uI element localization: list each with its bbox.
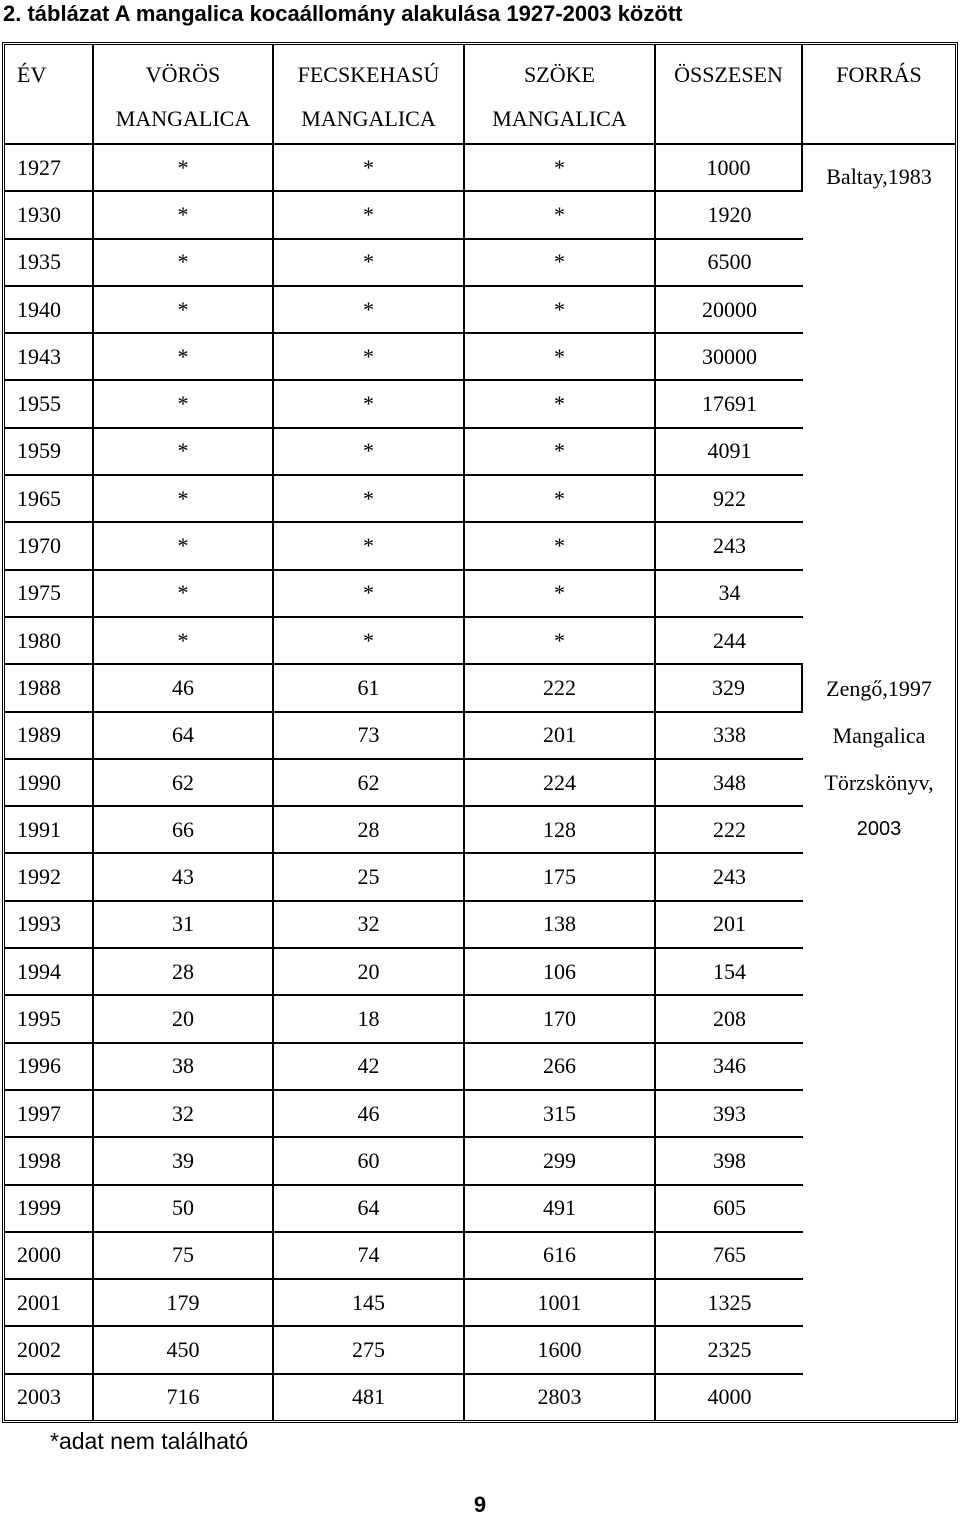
cell-fecskehasu: 64: [274, 1186, 465, 1233]
cell-year: 1927: [5, 145, 94, 192]
cell-szoke: *: [465, 145, 656, 192]
cell-osszesen: 4091: [656, 429, 803, 476]
cell-fecskehasu: 73: [274, 713, 465, 760]
cell-voros: *: [94, 429, 274, 476]
cell-voros: *: [94, 287, 274, 334]
cell-voros: 716: [94, 1375, 274, 1420]
cell-fecskehasu: 145: [274, 1280, 465, 1327]
source-line: Mangalica: [832, 723, 926, 749]
cell-osszesen: 6500: [656, 240, 803, 287]
cell-year: 1988: [5, 665, 94, 712]
cell-osszesen: 154: [656, 949, 803, 996]
cell-fecskehasu: 481: [274, 1375, 465, 1420]
cell-szoke: 106: [465, 949, 656, 996]
cell-szoke: *: [465, 287, 656, 334]
cell-voros: 32: [94, 1091, 274, 1138]
cell-fecskehasu: *: [274, 192, 465, 239]
cell-osszesen: 329: [656, 665, 803, 712]
cell-voros: 38: [94, 1044, 274, 1091]
cell-year: 1970: [5, 523, 94, 570]
cell-year: 1995: [5, 996, 94, 1043]
cell-szoke: 2803: [465, 1375, 656, 1420]
cell-osszesen: 346: [656, 1044, 803, 1091]
cell-voros: 66: [94, 807, 274, 854]
cell-voros: 64: [94, 713, 274, 760]
cell-osszesen: 605: [656, 1186, 803, 1233]
cell-szoke: 299: [465, 1138, 656, 1185]
cell-year: 1997: [5, 1091, 94, 1138]
cell-szoke: 491: [465, 1186, 656, 1233]
cell-voros: 75: [94, 1233, 274, 1280]
page-number: 9: [473, 1492, 487, 1517]
source-cell-zengo: [803, 665, 955, 1420]
cell-voros: 62: [94, 760, 274, 807]
cell-voros: *: [94, 145, 274, 192]
cell-year: 1980: [5, 618, 94, 665]
cell-osszesen: 17691: [656, 381, 803, 428]
cell-year: 1955: [5, 381, 94, 428]
cell-osszesen: 244: [656, 618, 803, 665]
footnote: *adat nem található: [50, 1428, 249, 1454]
cell-year: 1992: [5, 854, 94, 901]
cell-fecskehasu: 20: [274, 949, 465, 996]
cell-year: 1943: [5, 334, 94, 381]
cell-year: 1935: [5, 240, 94, 287]
cell-voros: *: [94, 523, 274, 570]
cell-year: 1999: [5, 1186, 94, 1233]
cell-voros: 31: [94, 902, 274, 949]
cell-voros: 450: [94, 1327, 274, 1374]
cell-voros: *: [94, 192, 274, 239]
cell-osszesen: 243: [656, 854, 803, 901]
source-baltay: Baltay,1983: [826, 164, 932, 189]
cell-year: 2000: [5, 1233, 94, 1280]
cell-osszesen: 34: [656, 571, 803, 618]
cell-voros: *: [94, 381, 274, 428]
cell-fecskehasu: 74: [274, 1233, 465, 1280]
cell-szoke: *: [465, 571, 656, 618]
cell-year: 1940: [5, 287, 94, 334]
cell-szoke: 201: [465, 713, 656, 760]
cell-szoke: 222: [465, 665, 656, 712]
cell-fecskehasu: 18: [274, 996, 465, 1043]
cell-osszesen: 348: [656, 760, 803, 807]
cell-szoke: 1600: [465, 1327, 656, 1374]
cell-osszesen: 20000: [656, 287, 803, 334]
cell-szoke: 128: [465, 807, 656, 854]
cell-voros: 179: [94, 1280, 274, 1327]
cell-year: 2002: [5, 1327, 94, 1374]
cell-voros: 20: [94, 996, 274, 1043]
cell-szoke: 170: [465, 996, 656, 1043]
cell-year: 1990: [5, 760, 94, 807]
cell-osszesen: 2325: [656, 1327, 803, 1374]
table-row: [5, 145, 955, 192]
cell-year: 1965: [5, 476, 94, 523]
cell-osszesen: 30000: [656, 334, 803, 381]
cell-voros: 39: [94, 1138, 274, 1185]
cell-fecskehasu: *: [274, 287, 465, 334]
cell-szoke: 175: [465, 854, 656, 901]
cell-szoke: *: [465, 381, 656, 428]
cell-fecskehasu: *: [274, 429, 465, 476]
cell-osszesen: 338: [656, 713, 803, 760]
source-cell-baltay: [803, 145, 955, 665]
cell-year: 1975: [5, 571, 94, 618]
cell-szoke: 138: [465, 902, 656, 949]
cell-szoke: *: [465, 476, 656, 523]
cell-year: 1989: [5, 713, 94, 760]
cell-szoke: *: [465, 240, 656, 287]
cell-fecskehasu: *: [274, 381, 465, 428]
cell-voros: *: [94, 618, 274, 665]
cell-osszesen: 398: [656, 1138, 803, 1185]
header-szoke: SZÖKE MANGALICA: [465, 45, 656, 145]
cell-szoke: *: [465, 192, 656, 239]
cell-szoke: *: [465, 334, 656, 381]
cell-fecskehasu: 42: [274, 1044, 465, 1091]
cell-voros: 50: [94, 1186, 274, 1233]
cell-szoke: 224: [465, 760, 656, 807]
header-fecskehasu: FECSKEHASÚ MANGALICA: [274, 45, 465, 145]
header-row: [5, 45, 955, 145]
cell-voros: *: [94, 476, 274, 523]
cell-year: 2001: [5, 1280, 94, 1327]
header-osszesen: ÖSSZESEN: [656, 45, 803, 145]
header-year: ÉV: [5, 45, 94, 145]
cell-szoke: 1001: [465, 1280, 656, 1327]
cell-osszesen: 765: [656, 1233, 803, 1280]
cell-year: 1994: [5, 949, 94, 996]
cell-osszesen: 1325: [656, 1280, 803, 1327]
cell-szoke: 266: [465, 1044, 656, 1091]
cell-fecskehasu: 32: [274, 902, 465, 949]
cell-fecskehasu: *: [274, 618, 465, 665]
cell-voros: 46: [94, 665, 274, 712]
cell-fecskehasu: *: [274, 240, 465, 287]
cell-osszesen: 1000: [656, 145, 803, 192]
cell-szoke: *: [465, 429, 656, 476]
cell-fecskehasu: *: [274, 523, 465, 570]
table-row: [5, 665, 955, 712]
cell-year: 1959: [5, 429, 94, 476]
cell-year: 1930: [5, 192, 94, 239]
cell-osszesen: 208: [656, 996, 803, 1043]
cell-voros: *: [94, 571, 274, 618]
cell-voros: 28: [94, 949, 274, 996]
cell-year: 1993: [5, 902, 94, 949]
cell-fecskehasu: 275: [274, 1327, 465, 1374]
header-voros: VÖRÖS MANGALICA: [94, 45, 274, 145]
cell-voros: 43: [94, 854, 274, 901]
cell-osszesen: 1920: [656, 192, 803, 239]
table-caption: 2. táblázat A mangalica kocaállomány alakulása 1927-2003 között: [3, 1, 683, 26]
source-line: Zengő,1997: [826, 676, 932, 702]
cell-fecskehasu: 28: [274, 807, 465, 854]
cell-osszesen: 222: [656, 807, 803, 854]
cell-szoke: 616: [465, 1233, 656, 1280]
cell-osszesen: 922: [656, 476, 803, 523]
cell-year: 1996: [5, 1044, 94, 1091]
cell-fecskehasu: 25: [274, 854, 465, 901]
cell-fecskehasu: 46: [274, 1091, 465, 1138]
cell-fecskehasu: *: [274, 145, 465, 192]
header-forras: FORRÁS: [803, 45, 955, 145]
cell-fecskehasu: *: [274, 571, 465, 618]
cell-voros: *: [94, 334, 274, 381]
cell-szoke: 315: [465, 1091, 656, 1138]
data-table: [2, 42, 958, 1423]
cell-fecskehasu: 61: [274, 665, 465, 712]
cell-year: 1991: [5, 807, 94, 854]
cell-fecskehasu: 60: [274, 1138, 465, 1185]
cell-fecskehasu: *: [274, 476, 465, 523]
cell-szoke: *: [465, 523, 656, 570]
cell-osszesen: 393: [656, 1091, 803, 1138]
source-line: 2003: [856, 818, 902, 841]
cell-year: 1998: [5, 1138, 94, 1185]
cell-year: 2003: [5, 1375, 94, 1420]
cell-fecskehasu: 62: [274, 760, 465, 807]
cell-osszesen: 201: [656, 902, 803, 949]
cell-fecskehasu: *: [274, 334, 465, 381]
source-line: Törzskönyv,: [824, 770, 934, 796]
cell-voros: *: [94, 240, 274, 287]
cell-osszesen: 243: [656, 523, 803, 570]
cell-szoke: *: [465, 618, 656, 665]
cell-osszesen: 4000: [707, 1384, 752, 1410]
